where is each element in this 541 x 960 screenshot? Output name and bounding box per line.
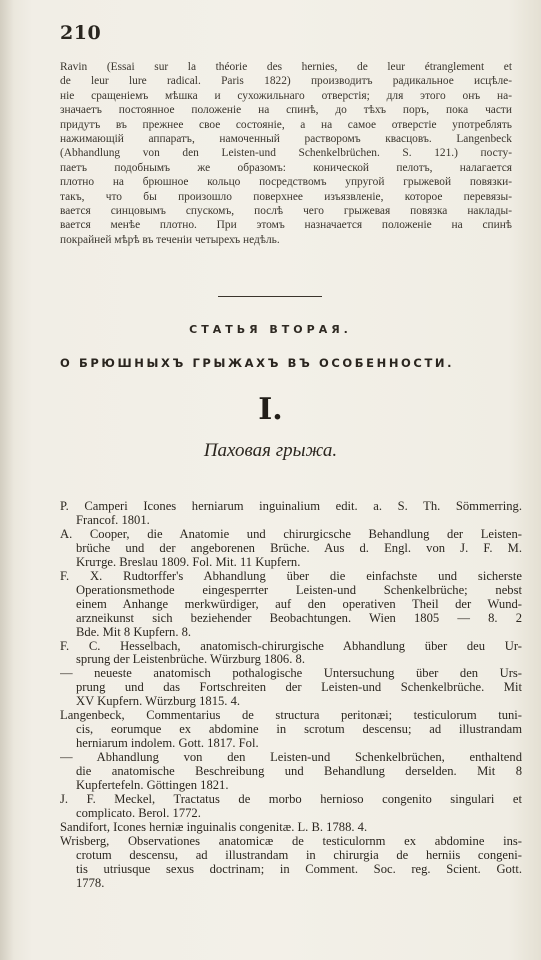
intro-line: Ravin (Essai sur la théorie des hernies, de leur étranglement et — [60, 61, 512, 73]
bibliography-entry-continuation: prung und das Fortschreiten der Leisten-und Schenkelbrüche. Mit — [76, 681, 522, 695]
bibliography-entry-continuation: XV Kupfern. Würzburg 1815. 4. — [76, 695, 241, 709]
section-heading: О БРЮШНЫХЪ ГРЫЖАХЪ ВЪ ОСОБЕННОСТИ. — [60, 356, 455, 370]
bibliography-entry-first-line: Langenbeck, Commentarius de structura peritonæi; testiculorum tuni- — [60, 709, 522, 723]
bibliography-entry-continuation: Kruтge. Breslau 1809. Fol. Mit. 11 Kupfern. — [76, 555, 301, 569]
bibliography-entry-continuation: Kupfertefeln. Göttingen 1821. — [76, 779, 229, 793]
intro-line: ніе сращеніемъ мѣшка и сухожильнаго отверстія; для этого онъ на- — [60, 89, 512, 102]
bibliography-entry-continuation: herniarum indolem. Gott. 1817. Fol. — [76, 737, 259, 751]
bibliography-entry-first-line: F. C. Hesselbach, anatomisch-chirurgische Abhandlung über deu Ur- — [60, 639, 522, 653]
bibliography-entry-continuation: cis, eorumque ex abdomine in scrotum descensu; ad illustrandam — [76, 723, 522, 737]
bibliography-entry-continuation: complicato. Berol. 1772. — [76, 806, 201, 820]
intro-line: вается синцовымъ спускомъ, послѣ чего грыжевая повязка наклады- — [60, 205, 512, 218]
intro-line: значаетъ постоянное положеніе на спинѣ, до тѣхъ поръ, пока части — [60, 104, 512, 117]
intro-line: вается менѣе плотно. При этомъ назначается положеніе на спинѣ — [60, 219, 512, 232]
bibliography-list — [60, 500, 522, 891]
page-gutter-shadow — [0, 0, 14, 960]
bibliography-entry-first-line: F. X. Rudtorffer's Abhandlung über die einfachste und sicherste — [60, 569, 522, 583]
bibliography-entry — [60, 500, 522, 528]
bibliography-entry-continuation: sprung der Leistenbrüche. Würzburg 1806. 8. — [76, 653, 305, 667]
bibliography-entry — [60, 793, 522, 821]
bibliography-entry-first-line: J. F. Meckel, Tractatus de morbo hernioso congenito singulari et — [60, 793, 522, 807]
bibliography-entry — [60, 667, 522, 709]
intro-line: покрайней мѣрѣ въ теченіи четырехъ недѣль. — [60, 233, 280, 246]
section-divider — [218, 296, 322, 297]
bibliography-entry-continuation: 1778. — [76, 876, 105, 890]
article-heading: СТАТЬЯ ВТОРАЯ. — [189, 323, 352, 336]
bibliography-entry-continuation: die anatomische Beschreibung und Behandlung derselden. Mit 8 — [76, 765, 522, 779]
bibliography-entry-first-line: P. Camperi Icones herniarum inguinalium edit. a. S. Th. Sömmerring. — [60, 500, 522, 513]
bibliography-entry-continuation: Operationsmethode eingesperrter Leisten-und Schenkelbrüche; nebst — [76, 583, 522, 597]
bibliography-entry — [60, 835, 522, 891]
chapter-numeral: I. — [258, 392, 283, 427]
bibliography-entry-continuation: einem Anhange merkwürdiger, auf den operativen Theil der Wund- — [76, 597, 522, 611]
bibliography-entry-continuation: Francof. 1801. — [76, 513, 150, 527]
bibliography-entry — [60, 751, 522, 793]
bibliography-entry-first-line: A. Cooper, die Anatomie und chirurgicsche Behandlung der Leisten- — [60, 527, 522, 541]
bibliography-entry-continuation: crotum descensu, ad illustrandam in chirurgia de herniis congeni- — [76, 848, 522, 862]
bibliography-entry — [60, 570, 522, 640]
bibliography-entry — [60, 528, 522, 570]
bibliography-entry-first-line: — Abhandlung von den Leisten-und Schenkelbrüchen, enthaltend — [60, 751, 522, 765]
bibliography-entry-continuation: brüche und der angeborenen Brüche. Aus d. Engl. von J. F. M. — [76, 541, 522, 555]
page-number: 210 — [60, 22, 102, 44]
bibliography-entry — [60, 640, 522, 668]
intro-line: придутъ въ прежнее свое состояніе, а на самое отверстіе употреблять — [60, 118, 512, 131]
bibliography-entry — [60, 821, 522, 835]
bibliography-entry-first-line: Wrisberg, Observationes anatomicæ de testiculornm ex abdomine ins- — [60, 834, 522, 848]
intro-line: нажимающій аппаратъ, намоченный растворомъ квасцовъ. Langenbeck — [60, 133, 512, 146]
bibliography-entry-first-line: Sandifort, Icones herniæ inguinalis congenitæ. L. B. 1788. 4. — [60, 820, 368, 834]
intro-line: (Abhandlung von den Leisten-und Schenkelbrüchen. S. 121.) посту- — [60, 147, 512, 160]
bibliography-entry-continuation: Bde. Mit 8 Kupfern. 8. — [76, 625, 192, 639]
intro-paragraph — [60, 60, 512, 247]
bibliography-entry-first-line: — neueste anatomisch pothalogische Untersuchung über den Urs- — [60, 667, 522, 681]
intro-line: плотно на брюшное кольцо посредствомъ упругой грыжевой повязки- — [60, 176, 512, 189]
chapter-title: Паховая грыжа. — [203, 440, 338, 461]
bibliography-entry — [60, 709, 522, 751]
intro-line: такъ, что бы произошло поверхнее изъязвленіе, которое перевязы- — [60, 190, 512, 203]
bibliography-entry-continuation: tis utriusque sexus doctrinam; in Comment. Soc. reg. Scient. Gott. — [76, 862, 522, 876]
intro-line: паетъ подобнымъ же образомъ: конической пелотъ, налагается — [60, 161, 512, 174]
bibliography-entry-continuation: arzneikunst sich beziehender Beobachtungen. Wien 1805 — 8. 2 — [76, 611, 522, 625]
intro-line: de leur lure radical. Paris 1822) производитъ радикальное исцѣле- — [60, 75, 512, 88]
